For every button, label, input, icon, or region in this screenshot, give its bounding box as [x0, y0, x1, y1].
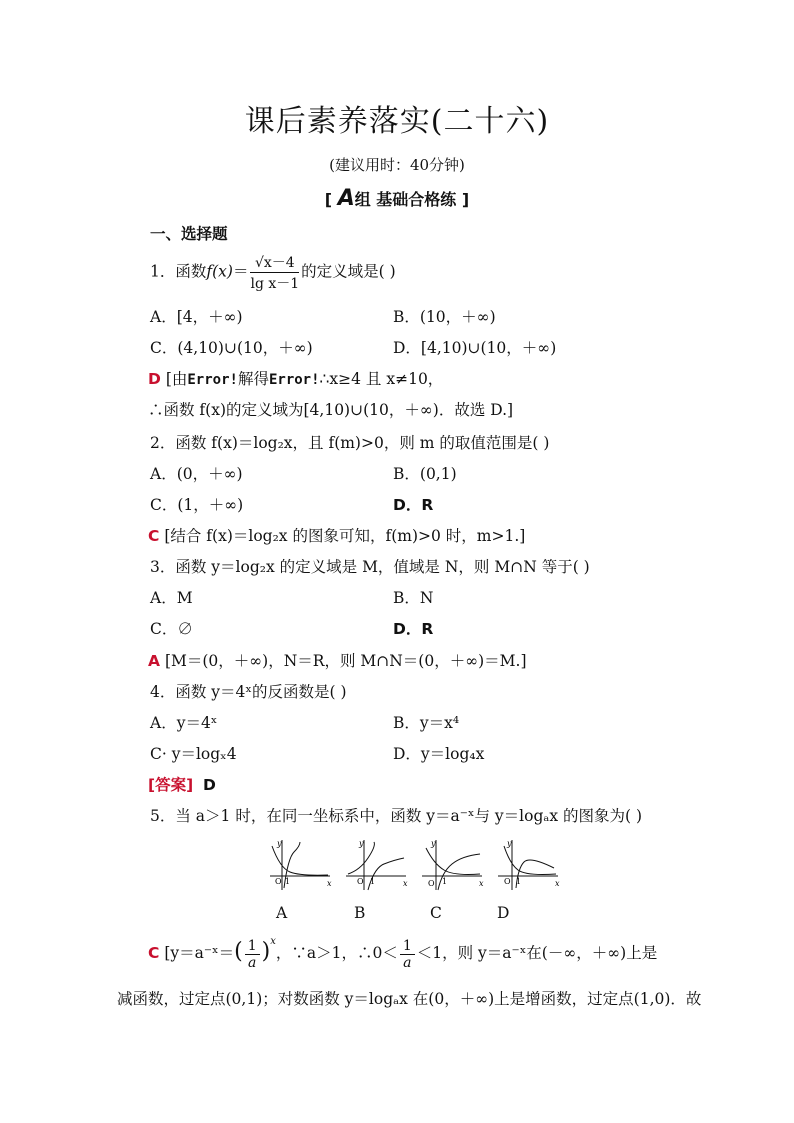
q1-eq: ＝: [232, 262, 249, 281]
graph-d-y-label: y: [507, 839, 512, 848]
graph-a-one: 1: [285, 877, 291, 886]
q2-option-a: A．(0，＋∞): [150, 465, 243, 483]
q5-answer-text-a: [y＝a⁻ˣ＝: [164, 944, 235, 962]
graph-c-x-label: x: [479, 879, 484, 888]
q4-answer: [148, 773, 216, 795]
q1-answer-line1: [148, 367, 443, 389]
q1-error-2: Error!: [268, 372, 320, 388]
q1-option-c: C．(4,10)∪(10，＋∞): [150, 339, 313, 357]
q1-denominator: lg x－1: [250, 276, 300, 292]
graph-d-origin: O: [504, 877, 511, 886]
q4-answer-tag: [答案]: [148, 776, 194, 794]
graph-a: [270, 839, 332, 890]
q1-numerator: √x－4: [250, 252, 299, 273]
group-letter: A: [337, 186, 355, 211]
q4-option-b: B．y＝x⁴: [393, 714, 460, 732]
q3-answer: [148, 649, 527, 671]
q3-option-b: B．N: [393, 589, 434, 607]
graph-c: [422, 839, 484, 890]
q2-answer-letter: C: [148, 527, 160, 545]
graph-c-origin: O: [428, 879, 435, 888]
q5-fraction-2: [400, 938, 415, 971]
graph-a-exp-curve: [272, 846, 328, 875]
q3-option-a: A．M: [150, 589, 193, 607]
q5-graphs: [262, 838, 572, 894]
q5-frac2-num: 1: [400, 938, 415, 955]
graph-d-x-label: x: [555, 879, 560, 888]
q2-option-b: B．(0,1): [393, 465, 457, 483]
q2-option-d: D．R: [393, 496, 434, 514]
q4-stem: 4．函数 y＝4ˣ的反函数是( ): [150, 683, 347, 701]
graph-b-x-label: x: [403, 879, 408, 888]
q2-stem: 2．函数 f(x)＝log₂x，且 f(m)>0，则 m 的取值范围是( ): [150, 434, 550, 452]
graph-a-x-label: x: [327, 879, 332, 888]
q1-option-a: A．[4，＋∞): [150, 308, 243, 326]
q5-answer-line2: 减函数，过定点(0,1)；对数函数 y＝logₐx 在(0，＋∞)上是增函数，过定点(1,0)．故: [117, 990, 702, 1008]
q5-stem: 5．当 a＞1 时，在同一坐标系中，函数 y＝a⁻ˣ与 y＝logₐx 的图象为( ): [150, 807, 643, 825]
group-bracket-close: ]: [461, 190, 470, 209]
q1-suffix: 的定义域是( ): [301, 262, 396, 281]
graph-b-origin: O: [357, 877, 364, 886]
graph-a-origin: O: [275, 877, 282, 886]
q4-option-d: D．y＝log₄x: [393, 745, 485, 763]
graph-c-one: 1: [442, 877, 448, 886]
q5-frac2-den: a: [403, 954, 412, 971]
q5-paren-open: (: [234, 939, 243, 964]
graph-label-a: A: [276, 904, 288, 922]
q3-answer-text: [M＝(0，＋∞)，N＝R，则 M∩N＝(0，＋∞)＝M.]: [164, 652, 527, 670]
group-label: 组 基础合格练: [354, 190, 457, 209]
q1-stem: [150, 252, 396, 293]
q3-stem: 3．函数 y＝log₂x 的定义域是 M，值域是 N，则 M∩N 等于( ): [150, 558, 590, 576]
graph-label-b: B: [354, 904, 366, 922]
graph-a-y-label: y: [277, 839, 282, 848]
q1-answer-text-c: ∴x≥4 且 x≠10，: [319, 370, 444, 388]
q1-option-d: D．[4,10)∪(10，＋∞): [393, 339, 557, 357]
q5-frac1-den: a: [248, 954, 257, 971]
q5-answer-line1: [148, 936, 657, 971]
graph-c-y-label: y: [431, 839, 436, 848]
q5-paren-close: ): [261, 939, 271, 964]
suggested-time: (建议用时：40分钟): [329, 156, 465, 174]
graph-c-exp-curve: [426, 848, 480, 875]
q4-option-a: A．y＝4ˣ: [150, 714, 218, 732]
q5-answer-letter: C: [148, 944, 160, 962]
q2-answer-text: [结合 f(x)＝log₂x 的图象可知，f(m)>0 时，m>1.]: [164, 527, 526, 545]
graph-b-y-label: y: [359, 839, 364, 848]
q5-power: x: [270, 936, 276, 947]
q5-answer-text-c: ＜1，则 y＝a⁻ˣ在(－∞，＋∞)上是: [416, 944, 658, 962]
q4-answer-letter: D: [203, 776, 216, 794]
graph-label-c: C: [430, 904, 442, 922]
graph-b-one: 1: [370, 877, 376, 886]
group-bracket-open: [: [324, 190, 333, 209]
q5-answer-text-b: ，∵a＞1，∴0＜: [275, 944, 398, 962]
graph-d-one: 1: [516, 877, 522, 886]
q3-option-c: C．∅: [150, 620, 193, 638]
q3-option-d: D．R: [393, 620, 434, 638]
group-heading: [0, 186, 794, 211]
q1-answer-line2: ∴函数 f(x)的定义域为[4,10)∪(10，＋∞)．故选 D.]: [148, 401, 514, 419]
page-title: 课后素养落实(二十六): [244, 104, 550, 139]
q1-answer-text-b: 解得: [237, 370, 269, 388]
q1-fx: f(x): [206, 262, 233, 281]
q3-answer-letter: A: [148, 652, 160, 670]
q1-fraction: [250, 252, 299, 293]
q1-option-b: B．(10，＋∞): [393, 308, 496, 326]
q5-fraction-1: [245, 938, 260, 971]
graph-label-d: D: [497, 904, 510, 922]
q2-option-c: C．(1，＋∞): [150, 496, 244, 514]
q1-answer-text-a: [由: [165, 370, 188, 388]
section-heading: 一、选择题: [150, 225, 228, 243]
q1-error-1: Error!: [187, 372, 238, 388]
q5-frac1-num: 1: [245, 938, 260, 955]
q2-answer: [148, 524, 525, 546]
graph-d: [498, 839, 560, 890]
graph-b: [346, 839, 408, 890]
q1-answer-letter: D: [148, 370, 161, 388]
q1-prefix: 1．函数: [150, 262, 207, 281]
q4-option-c: C· y＝logₓ4: [150, 745, 237, 763]
